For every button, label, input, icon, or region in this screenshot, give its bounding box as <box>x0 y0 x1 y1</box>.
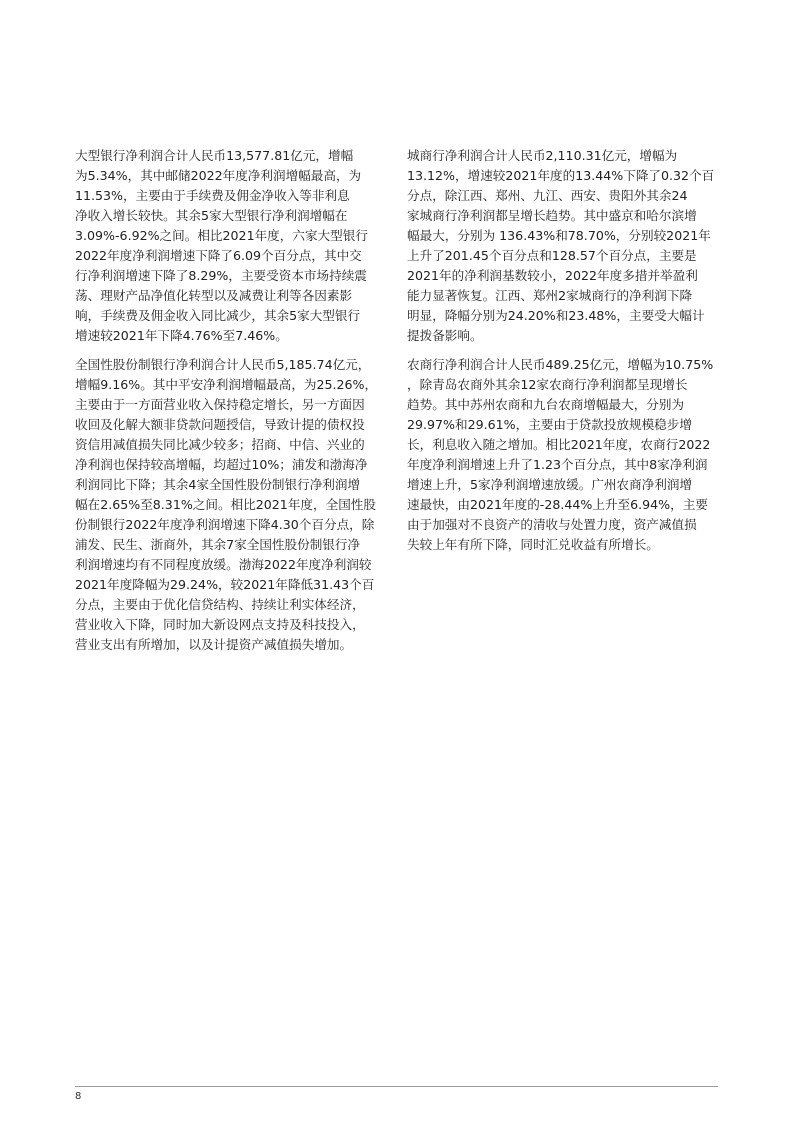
text-line: 13.12%，增速较2021年度的13.44%下降了0.32个百 <box>407 168 715 183</box>
text-line: 响，手续费及佣金收入同比减少，其余5家大型银行 <box>75 308 361 323</box>
text-line: 利润同比下降；其余4家全国性股份制银行净利润增 <box>75 477 361 492</box>
text-line: 浦发、民生、浙商外，其余7家全国性股份制银行净 <box>75 537 361 552</box>
body-paragraph <box>407 355 722 555</box>
text-line: 农商行净利润合计人民币489.25亿元，增幅为10.75% <box>407 357 714 372</box>
text-line: 家城商行净利润都呈增长趋势。其中盛京和哈尔滨增 <box>407 208 697 223</box>
text-line: 城商行净利润合计人民币2,110.31亿元，增幅为 <box>407 148 678 163</box>
page-number: 8 <box>75 1091 82 1102</box>
text-line: 大型银行净利润合计人民币13,577.81亿元，增幅 <box>75 148 354 163</box>
text-line: 2021年度降幅为29.24%，较2021年降低31.43个百 <box>75 577 375 592</box>
text-line: 营业收入下降，同时加大新设网点支持及科技投入， <box>75 617 365 632</box>
text-line: 利润增速均有不同程度放缓。渤海2022年度净利润较 <box>75 557 372 572</box>
text-line: 幅最大，分别为 136.43%和78.70%，分别较2021年 <box>407 228 711 243</box>
text-line: 全国性股份制银行净利润合计人民币5,185.74亿元， <box>75 357 371 372</box>
body-paragraph <box>75 355 390 655</box>
text-line: 增幅9.16%。其中平安净利润增幅最高，为25.26%， <box>75 377 378 392</box>
text-line: 增速上升，5家净利润增速放缓。广州农商净利润增 <box>407 477 693 492</box>
footer-divider <box>75 1086 718 1087</box>
text-line: 能力显著恢复。江西、郑州2家城商行的净利润下降 <box>407 288 693 303</box>
text-line: 11.53%，主要由于手续费及佣金净收入等非利息 <box>75 188 350 203</box>
text-line: 2022年度净利润增速下降了6.09个百分点，其中交 <box>75 248 362 263</box>
text-line: 上升了201.45个百分点和128.57个百分点，主要是 <box>407 248 697 263</box>
text-line: 主要由于一方面营业收入保持稳定增长，另一方面因 <box>75 397 365 412</box>
text-line: 年度净利润增速上升了1.23个百分点，其中8家净利润 <box>407 457 708 472</box>
text-line: 收回及化解大额非贷款问题授信，导致计提的债权投 <box>75 417 365 432</box>
body-paragraph <box>407 146 722 346</box>
left-column <box>75 146 390 664</box>
text-line: 净利润也保持较高增幅，均超过10%；浦发和渤海净 <box>75 457 368 472</box>
text-line: 失较上年有所下降，同时汇兑收益有所增长。 <box>407 537 659 552</box>
text-line: 分点，除江西、郑州、九江、西安、贵阳外其余24 <box>407 188 688 203</box>
text-line: 资信用减值损失同比减少较多；招商、中信、兴业的 <box>75 437 365 452</box>
text-line: 行净利润增速下降了8.29%，主要受资本市场持续震 <box>75 268 367 283</box>
text-line: 分点，主要由于优化信贷结构、持续让利实体经济， <box>75 597 365 612</box>
text-line: 长，利息收入随之增加。相比2021年度，农商行2022 <box>407 437 711 452</box>
text-line: 增速较2021年下降4.76%至7.46%。 <box>75 328 288 343</box>
text-line: 提拨备影响。 <box>407 328 483 343</box>
text-line: 速最快，由2021年度的-28.44%上升至6.94%，主要 <box>407 497 708 512</box>
right-column <box>407 146 722 564</box>
text-line: 趋势。其中苏州农商和九台农商增幅最大，分别为 <box>407 397 685 412</box>
text-line: 明显，降幅分别为24.20%和23.48%，主要受大幅计 <box>407 308 705 323</box>
text-line: 2021年的净利润基数较小，2022年度多措并举盈利 <box>407 268 698 283</box>
text-line: ，除青岛农商外其余12家农商行净利润都呈现增长 <box>407 377 688 392</box>
text-line: 幅在2.65%至8.31%之间。相比2021年度，全国性股 <box>75 497 376 512</box>
text-line: 净收入增长较快。其余5家大型银行净利润增幅在 <box>75 208 348 223</box>
text-line: 荡、理财产品净值化转型以及减费让利等各因素影 <box>75 288 353 303</box>
text-line: 份制银行2022年度净利润增速下降4.30个百分点，除 <box>75 517 375 532</box>
text-line: 3.09%-6.92%之间。相比2021年度，六家大型银行 <box>75 228 368 243</box>
text-line: 营业支出有所增加，以及计提资产减值损失增加。 <box>75 637 353 652</box>
text-line: 由于加强对不良资产的清收与处置力度，资产减值损 <box>407 517 697 532</box>
text-line: 为5.34%，其中邮储2022年度净利润增幅最高，为 <box>75 168 362 183</box>
body-paragraph <box>75 146 390 346</box>
text-line: 29.97%和29.61%，主要由于贷款投放规模稳步增 <box>407 417 692 432</box>
